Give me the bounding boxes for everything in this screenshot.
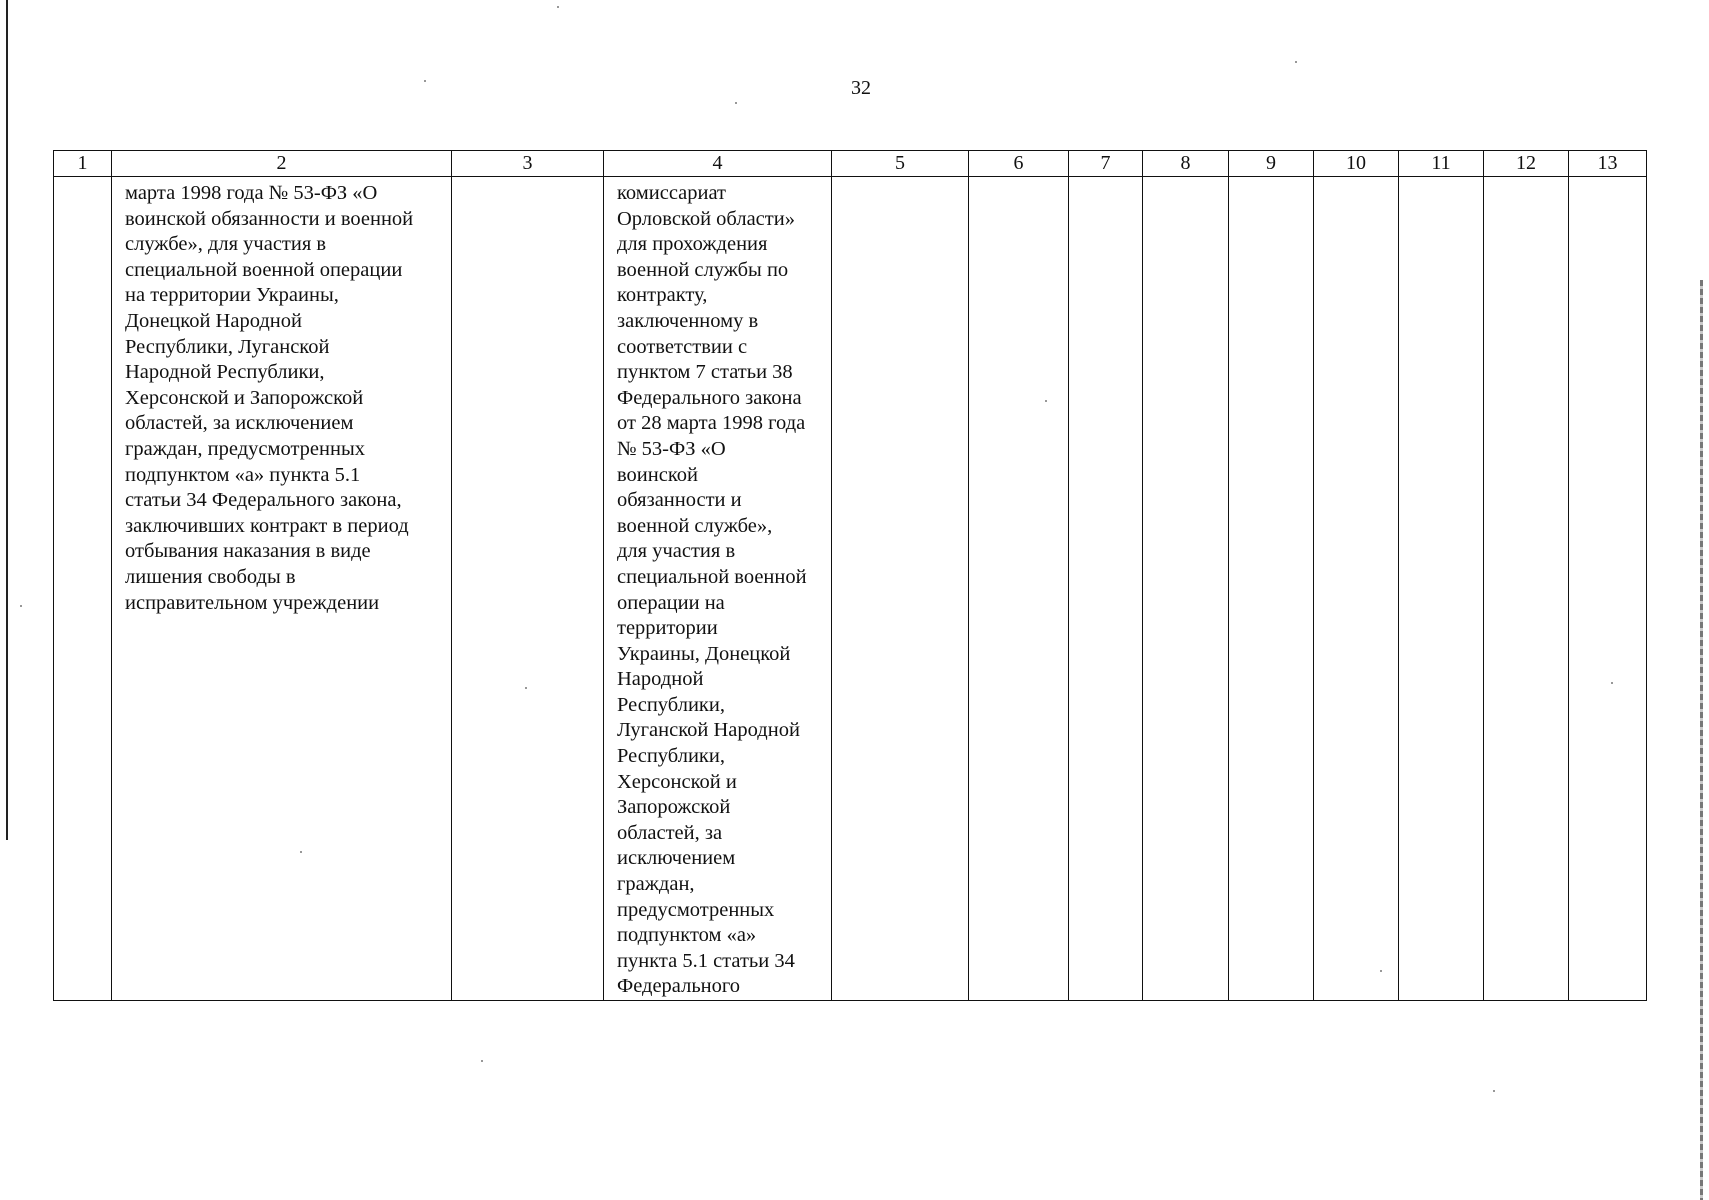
cell-line: для прохождения	[617, 233, 768, 256]
cell-col-7	[1069, 177, 1143, 1001]
cell-line: территории	[617, 617, 718, 640]
cell-col-1	[54, 177, 112, 1001]
cell-col-10	[1314, 177, 1399, 1001]
col-header-7: 7	[1069, 151, 1143, 177]
scan-speck	[424, 80, 426, 82]
cell-line: отбывания наказания в виде	[125, 540, 371, 563]
cell-line: Луганской Народной	[617, 719, 800, 742]
cell-col-6	[969, 177, 1069, 1001]
cell-line: Республики,	[617, 745, 725, 768]
header-row	[54, 151, 1647, 177]
cell-line: заключенному в	[617, 309, 759, 332]
cell-line: Украины, Донецкой	[617, 642, 791, 665]
col-header-9: 9	[1229, 151, 1314, 177]
cell-line: комиссариат	[617, 182, 727, 204]
cell-col-2-text	[112, 177, 451, 616]
cell-col-11	[1399, 177, 1484, 1001]
col-header-3: 3	[452, 151, 604, 177]
cell-line: граждан,	[617, 873, 695, 896]
cell-line: граждан, предусмотренных	[125, 437, 365, 460]
cell-line: № 53-ФЗ «О	[617, 437, 726, 460]
table-row	[54, 177, 1647, 1001]
cell-line: подпунктом «а» пункта 5.1	[125, 463, 361, 486]
cell-line: предусмотренных	[617, 898, 775, 921]
data-table	[53, 150, 1647, 1001]
cell-line: Херсонской и Запорожской	[125, 386, 364, 409]
cell-line: Федерального	[617, 975, 741, 998]
scan-speck	[557, 6, 559, 8]
scan-speck	[1295, 61, 1297, 63]
cell-col-9	[1229, 177, 1314, 1001]
cell-line: исключением	[617, 847, 736, 870]
cell-line: областей, за	[617, 821, 723, 844]
cell-line: областей, за исключением	[125, 412, 354, 435]
page-number: 32	[851, 77, 871, 99]
cell-line: лишения свободы в	[125, 565, 296, 588]
col-header-11: 11	[1399, 151, 1484, 177]
col-header-5: 5	[832, 151, 969, 177]
cell-line: военной службы по	[617, 258, 789, 281]
cell-line: службе», для участия в	[125, 233, 327, 256]
cell-line: военной службе»,	[617, 514, 773, 537]
cell-col-8	[1143, 177, 1229, 1001]
cell-line: пунктом 7 статьи 38	[617, 361, 793, 384]
scan-speck	[525, 687, 527, 689]
cell-col-3	[452, 177, 604, 1001]
scan-speck	[1493, 1090, 1495, 1092]
scan-speck	[1380, 970, 1382, 972]
cell-line: обязанности и	[617, 489, 742, 512]
cell-line: исправительном учреждении	[125, 591, 380, 614]
cell-col-5	[832, 177, 969, 1001]
cell-line: Донецкой Народной	[125, 309, 302, 332]
cell-line: операции на	[617, 591, 725, 614]
col-header-8: 8	[1143, 151, 1229, 177]
cell-line: специальной военной	[617, 565, 807, 588]
cell-line: на территории Украины,	[125, 284, 339, 307]
col-header-6: 6	[969, 151, 1069, 177]
cell-line: соответствии с	[617, 335, 748, 358]
cell-line: марта 1998 года № 53-ФЗ «О	[125, 182, 378, 204]
cell-line: статьи 34 Федерального закона,	[125, 489, 402, 512]
cell-line: Республики, Луганской	[125, 335, 330, 358]
scan-speck	[1611, 682, 1613, 684]
scan-left-edge	[6, 0, 8, 840]
scan-speck	[735, 102, 737, 104]
cell-line: пункта 5.1 статьи 34	[617, 949, 795, 972]
cell-line: контракту,	[617, 284, 708, 307]
cell-line: Запорожской	[617, 796, 731, 819]
cell-line: Федерального закона	[617, 386, 802, 409]
col-header-4: 4	[604, 151, 832, 177]
cell-col-12	[1484, 177, 1569, 1001]
scan-speck	[1045, 400, 1047, 402]
scan-speck	[481, 1060, 483, 1062]
cell-line: воинской обязанности и военной	[125, 207, 414, 230]
col-header-1: 1	[54, 151, 112, 177]
cell-line: подпунктом «а»	[617, 924, 757, 947]
cell-line: Орловской области»	[617, 207, 795, 230]
cell-line: Народной	[617, 668, 704, 691]
cell-line: воинской	[617, 463, 698, 486]
cell-line: Херсонской и	[617, 770, 737, 793]
cell-col-2	[112, 177, 452, 1001]
col-header-10: 10	[1314, 151, 1399, 177]
cell-col-4	[604, 177, 832, 1001]
cell-col-13	[1569, 177, 1647, 1001]
cell-line: для участия в	[617, 540, 736, 563]
cell-line: специальной военной операции	[125, 258, 403, 281]
col-header-12: 12	[1484, 151, 1569, 177]
scan-speck	[20, 605, 22, 607]
cell-line: заключивших контракт в период	[125, 514, 409, 537]
scan-speck	[300, 851, 302, 853]
col-header-2: 2	[112, 151, 452, 177]
scan-right-edge	[1700, 280, 1703, 1200]
cell-line: от 28 марта 1998 года	[617, 412, 806, 435]
col-header-13: 13	[1569, 151, 1647, 177]
cell-line: Народной Республики,	[125, 361, 325, 384]
cell-line: Республики,	[617, 693, 725, 716]
cell-col-4-text	[604, 177, 831, 1000]
